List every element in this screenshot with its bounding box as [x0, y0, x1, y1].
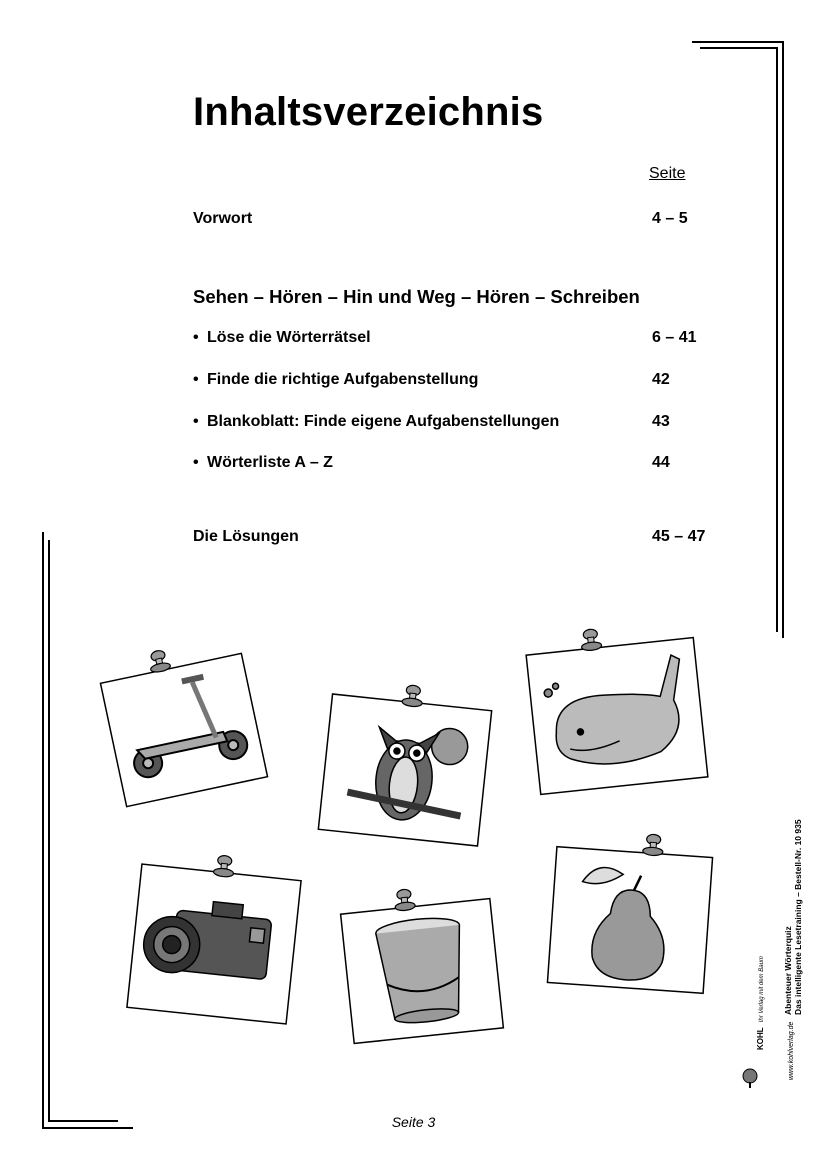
bullet-icon: •: [193, 454, 199, 471]
bullet-icon: •: [193, 371, 199, 388]
publisher-name: KOHL: [756, 1027, 765, 1050]
bullet-icon: •: [193, 329, 199, 346]
toc-entry-page: 4 – 5: [652, 210, 688, 227]
toc-section-heading: Sehen – Hören – Hin und Weg – Hören – Schreiben: [193, 286, 640, 307]
page-title: Inhaltsverzeichnis: [193, 90, 544, 134]
toc-entry-label: Wörterliste A – Z: [207, 454, 333, 471]
sidebar-subtitle-order: Das intelligente Lesetraining – Bestell-Nr. 10 935: [793, 819, 803, 1015]
toc-entry-label: Vorwort: [193, 210, 253, 227]
toc-entry-label: Finde die richtige Aufgabenstellung: [207, 371, 479, 388]
bullet-icon: •: [193, 413, 199, 430]
toc-entry-label: Löse die Wörterrätsel: [207, 329, 371, 346]
publisher-slogan: Ihr Verlag mit dem Baum: [759, 956, 765, 1023]
toc-entry-label: Die Lösungen: [193, 528, 299, 545]
toc-entry-page: 6 – 41: [652, 329, 697, 346]
sidebar-book-title: Abenteuer Wörterquiz: [783, 926, 793, 1015]
publisher-url[interactable]: www.kohlverlag.de: [788, 1021, 795, 1080]
toc-entry-label: Blankoblatt: Finde eigene Aufgabenstellungen: [207, 413, 560, 430]
page-number-footer: Seite 3: [391, 1114, 436, 1130]
page-column-header: Seite: [649, 165, 686, 182]
toc-entry-page: 42: [652, 371, 670, 388]
toc-entry-page: 43: [652, 413, 670, 430]
toc-entry-page: 45 – 47: [652, 528, 706, 545]
toc-entry-page: 44: [652, 454, 670, 471]
